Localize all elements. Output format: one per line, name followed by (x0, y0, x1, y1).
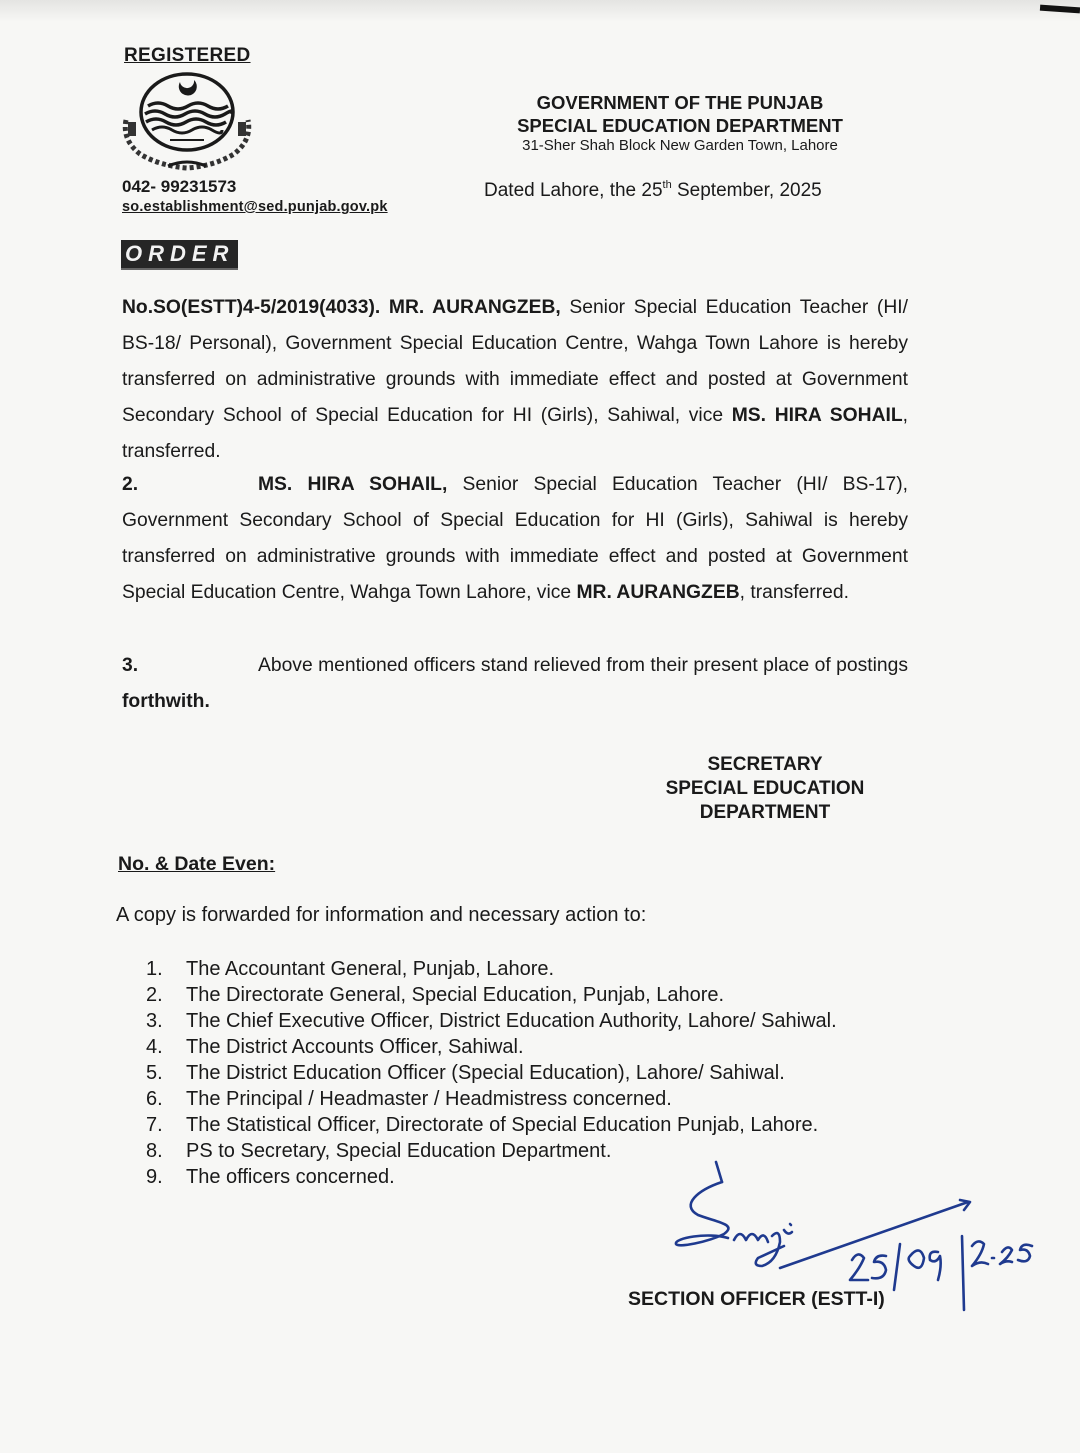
letterhead-title (470, 91, 890, 137)
paragraph-number: 2. (122, 474, 139, 495)
email-link[interactable]: so.establishment@sed.punjab.gov.pk (122, 199, 388, 215)
list-item (146, 956, 966, 982)
phone-number: 042- 99231573 (122, 177, 237, 196)
list-number: 1. (146, 958, 163, 980)
department-name: SPECIAL EDUCATION DEPARTMENT (517, 115, 843, 136)
list-item (146, 1086, 966, 1112)
recipient-list (146, 956, 966, 1190)
dated-sup: th (662, 179, 672, 191)
list-number: 6. (146, 1088, 163, 1110)
secretary-line: SPECIAL EDUCATION (665, 778, 865, 799)
list-item (146, 1008, 966, 1034)
dated-suffix: September, 2025 (671, 180, 822, 201)
order-paragraph-2 (122, 467, 908, 611)
list-text: The officers concerned. (186, 1166, 395, 1188)
endorsement-heading: No. & Date Even: (118, 853, 276, 875)
list-item (146, 1034, 966, 1060)
list-text: The Accountant General, Punjab, Lahore. (186, 958, 555, 980)
department-address: 31-Sher Shah Block New Garden Town, Lahore (522, 137, 838, 154)
list-text: PS to Secretary, Special Education Department. (186, 1140, 612, 1162)
list-number: 3. (146, 1010, 163, 1032)
emphasis-text: forthwith. (122, 691, 210, 712)
list-text: The Statistical Officer, Directorate of Special Education Punjab, Lahore. (186, 1114, 819, 1136)
endorsement-intro: A copy is forwarded for information and necessary action to: (116, 904, 647, 926)
paragraph-text: Above mentioned officers stand relieved from their present place of postings (258, 655, 908, 676)
order-paragraph-3 (122, 648, 908, 720)
paragraph-text: , transferred. (122, 405, 908, 462)
officer-name: MR. AURANGZEB, (388, 297, 561, 318)
list-number: 5. (146, 1062, 163, 1084)
paragraph-text: Senior Special Education Teacher (HI/ BS-18/ Personal), Government Special Education Centre, Wahga Town Lahore is hereby transferred on administrative grounds with immediate effect and posted at Government Secondary School of Special Education for HI (Girls), Sahiwal, vice (122, 297, 908, 426)
list-text: The Chief Executive Officer, District Education Authority, Lahore/ Sahiwal. (186, 1010, 837, 1032)
secretary-signature-block (620, 753, 910, 825)
list-number: 9. (146, 1166, 163, 1188)
officer-name: MS. HIRA SOHAIL, (258, 474, 448, 495)
list-text: The Principal / Headmaster / Headmistress concerned. (186, 1088, 672, 1110)
order-paragraph-1 (122, 290, 908, 470)
list-item (146, 1060, 966, 1086)
government-name: GOVERNMENT OF THE PUNJAB (536, 92, 824, 113)
registered-label: REGISTERED (124, 45, 251, 66)
secretary-line: DEPARTMENT (699, 802, 831, 823)
dated-prefix: Dated Lahore, the 25 (484, 180, 663, 201)
list-number: 7. (146, 1114, 163, 1136)
list-text: The District Accounts Officer, Sahiwal. (186, 1036, 524, 1058)
vice-officer-name: MR. AURANGZEB (576, 582, 740, 603)
paragraph-number: 3. (122, 655, 139, 676)
list-number: 8. (146, 1140, 163, 1162)
paragraph-text: Senior Special Education Teacher (HI/ BS-17), Government Secondary School of Special Education for HI (Girls), Sahiwal is hereby transferred on administrative grounds with immediate effect and posted at Government Special Education Centre, Wahga Town Lahore, vice (122, 474, 909, 603)
punjab-government-emblem-icon (118, 70, 256, 174)
list-number: 4. (146, 1036, 163, 1058)
dated-line (484, 179, 822, 202)
list-item (146, 1112, 966, 1138)
list-item (146, 982, 966, 1008)
list-number: 2. (146, 984, 163, 1006)
section-officer-title: SECTION OFFICER (ESTT-I) (628, 1288, 885, 1310)
secretary-line: SECRETARY (707, 754, 823, 775)
order-heading: ORDER (121, 240, 238, 270)
scan-top-shadow (0, 0, 1080, 22)
list-text: The Directorate General, Special Education, Punjab, Lahore. (186, 984, 725, 1006)
paragraph-text: , transferred. (739, 582, 849, 603)
order-reference: No.SO(ESTT)4-5/2019(4033). (122, 297, 381, 318)
list-text: The District Education Officer (Special Education), Lahore/ Sahiwal. (186, 1062, 785, 1084)
vice-officer-name: MS. HIRA SOHAIL (731, 405, 903, 426)
